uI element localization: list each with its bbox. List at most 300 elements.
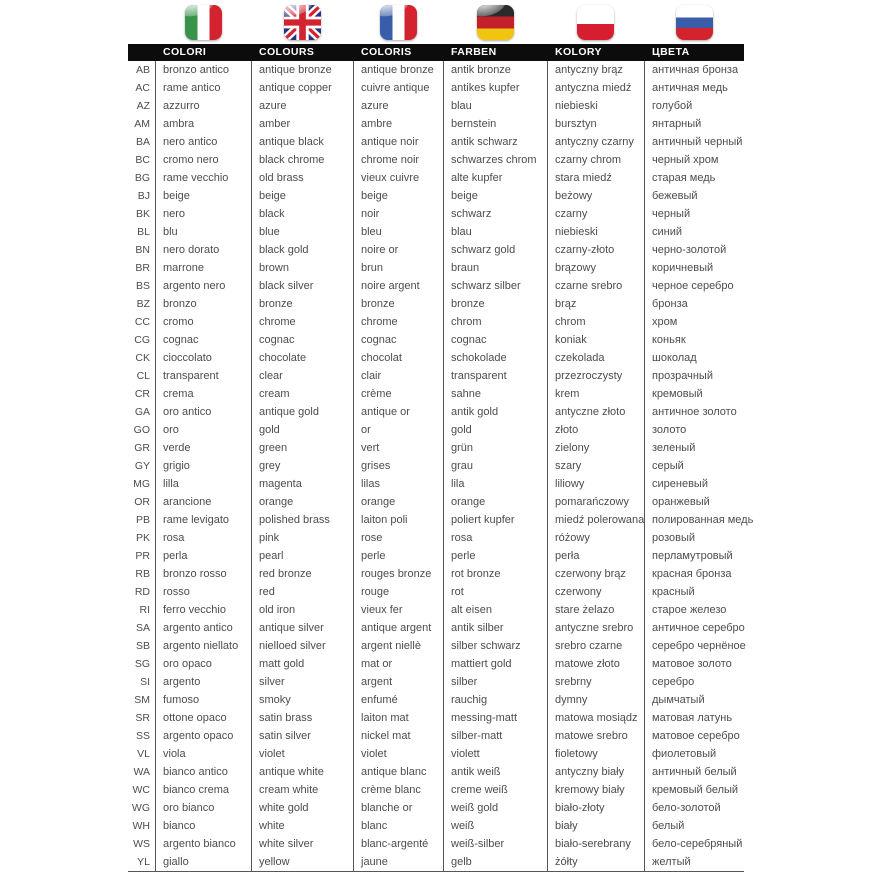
- italian-color-cell: bronzo antico: [155, 61, 251, 79]
- french-color-cell: noire argent: [353, 277, 443, 295]
- code-cell: SM: [134, 694, 150, 706]
- uk-flag-icon: [284, 5, 321, 40]
- polish-color-cell: stare żelazo: [547, 601, 644, 619]
- german-color-cell: alte kupfer: [443, 169, 547, 187]
- german-color-cell: weiß-silber: [443, 835, 547, 853]
- polish-color-cell: czarny: [547, 205, 644, 223]
- polish-color-cell: czarny chrom: [547, 151, 644, 169]
- english-color-cell: bronze: [251, 295, 353, 313]
- russian-color-cell: черно-золотой: [644, 241, 744, 259]
- code-cell: GR: [134, 442, 150, 454]
- russian-color-cell: хром: [644, 313, 744, 331]
- column-header-english: COLOURS: [259, 46, 315, 58]
- french-color-cell: lilas: [353, 475, 443, 493]
- russian-color-cell: старая медь: [644, 169, 744, 187]
- french-color-cell: crème blanc: [353, 781, 443, 799]
- french-color-cell: laiton mat: [353, 709, 443, 727]
- table-row: [128, 223, 744, 241]
- english-color-cell: grey: [251, 457, 353, 475]
- code-cell: BG: [134, 172, 150, 184]
- table-row: [128, 169, 744, 187]
- french-color-cell: chrome: [353, 313, 443, 331]
- italian-color-cell: cromo nero: [155, 151, 251, 169]
- polish-color-cell: srebrny: [547, 673, 644, 691]
- table-row: [128, 421, 744, 439]
- table-row: [128, 313, 744, 331]
- polish-color-cell: antyczna miedź: [547, 79, 644, 97]
- english-color-cell: polished brass: [251, 511, 353, 529]
- russian-color-cell: красная бронза: [644, 565, 744, 583]
- poland-flag-icon: [577, 5, 614, 40]
- russian-color-cell: бело-серебряный: [644, 835, 744, 853]
- polish-color-cell: brązowy: [547, 259, 644, 277]
- code-cell: BA: [135, 136, 150, 148]
- column-header-polish: KOLORY: [555, 46, 602, 58]
- german-color-cell: violett: [443, 745, 547, 763]
- table-row: [128, 61, 744, 79]
- table-row: [128, 349, 744, 367]
- german-color-cell: silber schwarz: [443, 637, 547, 655]
- table-row: [128, 799, 744, 817]
- german-color-cell: schokolade: [443, 349, 547, 367]
- english-color-cell: white silver: [251, 835, 353, 853]
- table-row: [128, 493, 744, 511]
- russian-color-cell: старое железо: [644, 601, 744, 619]
- german-color-cell: gold: [443, 421, 547, 439]
- french-color-cell: noir: [353, 205, 443, 223]
- italian-color-cell: crema: [155, 385, 251, 403]
- polish-color-cell: czerwony: [547, 583, 644, 601]
- code-cell: CG: [134, 334, 150, 346]
- french-color-cell: vieux cuivre: [353, 169, 443, 187]
- table-row: [128, 781, 744, 799]
- polish-color-cell: kremowy biały: [547, 781, 644, 799]
- german-color-cell: rot bronze: [443, 565, 547, 583]
- french-color-cell: bleu: [353, 223, 443, 241]
- russian-color-cell: серебро: [644, 673, 744, 691]
- german-color-cell: rosa: [443, 529, 547, 547]
- italian-color-cell: perla: [155, 547, 251, 565]
- italian-color-cell: beige: [155, 187, 251, 205]
- code-cell: WA: [133, 766, 150, 778]
- german-color-cell: silber-matt: [443, 727, 547, 745]
- polish-color-cell: złoto: [547, 421, 644, 439]
- english-color-cell: cognac: [251, 331, 353, 349]
- polish-color-cell: srebro czarne: [547, 637, 644, 655]
- german-color-cell: schwarz silber: [443, 277, 547, 295]
- table-row: [128, 727, 744, 745]
- french-color-cell: laiton poli: [353, 511, 443, 529]
- russian-color-cell: античное серебро: [644, 619, 744, 637]
- french-color-cell: rose: [353, 529, 443, 547]
- english-color-cell: matt gold: [251, 655, 353, 673]
- french-color-cell: enfumé: [353, 691, 443, 709]
- table-row: [128, 655, 744, 673]
- german-color-cell: lila: [443, 475, 547, 493]
- table-row: [128, 241, 744, 259]
- russian-color-cell: матовое золото: [644, 655, 744, 673]
- french-color-cell: antique or: [353, 403, 443, 421]
- table-row: [128, 835, 744, 853]
- french-color-cell: argent: [353, 673, 443, 691]
- italian-color-cell: bianco antico: [155, 763, 251, 781]
- italian-color-cell: rame antico: [155, 79, 251, 97]
- italian-color-cell: nero antico: [155, 133, 251, 151]
- polish-color-cell: miedź polerowana: [547, 511, 644, 529]
- english-color-cell: white: [251, 817, 353, 835]
- polish-color-cell: czerwony brąz: [547, 565, 644, 583]
- russian-color-cell: полированная медь: [644, 511, 744, 529]
- polish-color-cell: antyczny czarny: [547, 133, 644, 151]
- code-cell: BN: [135, 244, 150, 256]
- english-color-cell: cream white: [251, 781, 353, 799]
- russian-color-cell: античный белый: [644, 763, 744, 781]
- french-color-cell: clair: [353, 367, 443, 385]
- table-row: [128, 673, 744, 691]
- german-color-cell: rot: [443, 583, 547, 601]
- code-cell: PB: [135, 514, 150, 526]
- english-color-cell: azure: [251, 97, 353, 115]
- code-cell: WC: [132, 784, 150, 796]
- code-cell: GY: [134, 460, 150, 472]
- german-color-cell: alt eisen: [443, 601, 547, 619]
- code-cell: WH: [132, 820, 150, 832]
- polish-color-cell: żółty: [547, 853, 644, 871]
- polish-color-cell: szary: [547, 457, 644, 475]
- english-color-cell: antique silver: [251, 619, 353, 637]
- polish-color-cell: zielony: [547, 439, 644, 457]
- german-color-cell: mattiert gold: [443, 655, 547, 673]
- code-cell: CC: [134, 316, 150, 328]
- german-color-cell: braun: [443, 259, 547, 277]
- english-color-cell: silver: [251, 673, 353, 691]
- code-cell: BS: [135, 280, 150, 292]
- french-color-cell: perle: [353, 547, 443, 565]
- table-row: [128, 259, 744, 277]
- table-row: [128, 97, 744, 115]
- italian-color-cell: rame levigato: [155, 511, 251, 529]
- english-color-cell: orange: [251, 493, 353, 511]
- table-row: [128, 637, 744, 655]
- german-color-cell: silber: [443, 673, 547, 691]
- polish-color-cell: fioletowy: [547, 745, 644, 763]
- table-row: [128, 367, 744, 385]
- code-cell: SS: [135, 730, 150, 742]
- italian-color-cell: fumoso: [155, 691, 251, 709]
- polish-color-cell: matowe złoto: [547, 655, 644, 673]
- italian-color-cell: argento antico: [155, 619, 251, 637]
- french-color-cell: antique blanc: [353, 763, 443, 781]
- polish-color-cell: matowa mosiądz: [547, 709, 644, 727]
- german-color-cell: antik gold: [443, 403, 547, 421]
- french-color-cell: azure: [353, 97, 443, 115]
- table-row: [128, 403, 744, 421]
- code-cell: RD: [134, 586, 150, 598]
- russian-color-cell: античное золото: [644, 403, 744, 421]
- german-color-cell: grün: [443, 439, 547, 457]
- code-cell: YL: [137, 856, 150, 868]
- code-cell: SG: [134, 658, 150, 670]
- russian-color-cell: прозрачный: [644, 367, 744, 385]
- german-color-cell: antikes kupfer: [443, 79, 547, 97]
- french-color-cell: jaune: [353, 853, 443, 871]
- italian-color-cell: argento niellato: [155, 637, 251, 655]
- code-cell: AM: [134, 118, 150, 130]
- polish-color-cell: pomarańczowy: [547, 493, 644, 511]
- german-color-cell: antik schwarz: [443, 133, 547, 151]
- english-color-cell: black chrome: [251, 151, 353, 169]
- table-row: [128, 475, 744, 493]
- code-cell: CK: [135, 352, 150, 364]
- french-color-cell: rouges bronze: [353, 565, 443, 583]
- russian-color-cell: кремовый белый: [644, 781, 744, 799]
- italian-color-cell: rosa: [155, 529, 251, 547]
- russian-color-cell: сиреневый: [644, 475, 744, 493]
- english-color-cell: cream: [251, 385, 353, 403]
- french-color-cell: chrome noir: [353, 151, 443, 169]
- italian-color-cell: giallo: [155, 853, 251, 871]
- french-color-cell: argent niellè: [353, 637, 443, 655]
- code-cell: BJ: [137, 190, 150, 202]
- russian-color-cell: желтый: [644, 853, 744, 871]
- german-color-cell: transparent: [443, 367, 547, 385]
- french-color-cell: chocolat: [353, 349, 443, 367]
- code-cell: SI: [140, 676, 150, 688]
- english-color-cell: satin brass: [251, 709, 353, 727]
- english-color-cell: old brass: [251, 169, 353, 187]
- russian-color-cell: черный: [644, 205, 744, 223]
- italian-color-cell: argento opaco: [155, 727, 251, 745]
- english-color-cell: antique copper: [251, 79, 353, 97]
- polish-color-cell: biało-złoty: [547, 799, 644, 817]
- polish-color-cell: bursztyn: [547, 115, 644, 133]
- polish-color-cell: dymny: [547, 691, 644, 709]
- italian-color-cell: rosso: [155, 583, 251, 601]
- english-color-cell: antique bronze: [251, 61, 353, 79]
- polish-color-cell: koniak: [547, 331, 644, 349]
- french-color-cell: vert: [353, 439, 443, 457]
- polish-color-cell: niebieski: [547, 97, 644, 115]
- russian-color-cell: красный: [644, 583, 744, 601]
- english-color-cell: antique gold: [251, 403, 353, 421]
- german-color-cell: creme weiß: [443, 781, 547, 799]
- russia-flag-icon: [676, 5, 713, 40]
- english-color-cell: chocolate: [251, 349, 353, 367]
- france-flag-icon: [380, 5, 417, 40]
- english-color-cell: yellow: [251, 853, 353, 871]
- polish-color-cell: antyczny brąz: [547, 61, 644, 79]
- french-color-cell: beige: [353, 187, 443, 205]
- german-color-cell: bronze: [443, 295, 547, 313]
- french-color-cell: brun: [353, 259, 443, 277]
- polish-color-cell: antyczne złoto: [547, 403, 644, 421]
- russian-color-cell: коньяк: [644, 331, 744, 349]
- russian-color-cell: янтарный: [644, 115, 744, 133]
- italian-color-cell: grigio: [155, 457, 251, 475]
- italian-color-cell: ferro vecchio: [155, 601, 251, 619]
- italian-color-cell: arancione: [155, 493, 251, 511]
- french-color-cell: bronze: [353, 295, 443, 313]
- french-color-cell: antique bronze: [353, 61, 443, 79]
- english-color-cell: magenta: [251, 475, 353, 493]
- code-cell: SA: [135, 622, 150, 634]
- italian-color-cell: bianco crema: [155, 781, 251, 799]
- table-row: [128, 115, 744, 133]
- germany-flag-icon: [477, 5, 514, 40]
- table-row: [128, 205, 744, 223]
- russian-color-cell: кремовый: [644, 385, 744, 403]
- english-color-cell: nielloed silver: [251, 637, 353, 655]
- polish-color-cell: niebieski: [547, 223, 644, 241]
- italian-color-cell: viola: [155, 745, 251, 763]
- english-color-cell: beige: [251, 187, 353, 205]
- german-color-cell: schwarz gold: [443, 241, 547, 259]
- german-color-cell: poliert kupfer: [443, 511, 547, 529]
- code-cell: BK: [135, 208, 150, 220]
- column-header-french: COLORIS: [361, 46, 412, 58]
- code-cell: PK: [135, 532, 150, 544]
- french-color-cell: noire or: [353, 241, 443, 259]
- table-row: [128, 745, 744, 763]
- polish-color-cell: chrom: [547, 313, 644, 331]
- code-cell: WG: [131, 802, 150, 814]
- polish-color-cell: antyczny biały: [547, 763, 644, 781]
- polish-color-cell: czekolada: [547, 349, 644, 367]
- french-color-cell: rouge: [353, 583, 443, 601]
- russian-color-cell: матовая латунь: [644, 709, 744, 727]
- french-color-cell: nickel mat: [353, 727, 443, 745]
- italian-color-cell: lilla: [155, 475, 251, 493]
- code-cell: RB: [135, 568, 150, 580]
- german-color-cell: weiß: [443, 817, 547, 835]
- table-row: [128, 529, 744, 547]
- english-color-cell: violet: [251, 745, 353, 763]
- italian-color-cell: verde: [155, 439, 251, 457]
- table-row: [128, 331, 744, 349]
- polish-color-cell: liliowy: [547, 475, 644, 493]
- russian-color-cell: коричневый: [644, 259, 744, 277]
- italian-color-cell: argento bianco: [155, 835, 251, 853]
- italian-color-cell: bronzo rosso: [155, 565, 251, 583]
- russian-color-cell: перламутровый: [644, 547, 744, 565]
- english-color-cell: red bronze: [251, 565, 353, 583]
- table-row: [128, 691, 744, 709]
- polish-color-cell: różowy: [547, 529, 644, 547]
- german-color-cell: messing-matt: [443, 709, 547, 727]
- table-row: [128, 151, 744, 169]
- russian-color-cell: синий: [644, 223, 744, 241]
- code-cell: MG: [133, 478, 150, 490]
- german-color-cell: perle: [443, 547, 547, 565]
- german-color-cell: schwarzes chrom: [443, 151, 547, 169]
- polish-color-cell: beżowy: [547, 187, 644, 205]
- table-row: [128, 511, 754, 529]
- german-color-cell: bernstein: [443, 115, 547, 133]
- code-cell: AC: [135, 82, 150, 94]
- english-color-cell: black silver: [251, 277, 353, 295]
- code-cell: BZ: [136, 298, 150, 310]
- english-color-cell: satin silver: [251, 727, 353, 745]
- russian-color-cell: золото: [644, 421, 744, 439]
- german-color-cell: antik silber: [443, 619, 547, 637]
- code-cell: CL: [136, 370, 150, 382]
- code-cell: RI: [139, 604, 150, 616]
- russian-color-cell: оранжевый: [644, 493, 744, 511]
- italian-color-cell: azzurro: [155, 97, 251, 115]
- russian-color-cell: шоколад: [644, 349, 744, 367]
- code-cell: WS: [133, 838, 150, 850]
- german-color-cell: rauchig: [443, 691, 547, 709]
- italian-color-cell: bronzo: [155, 295, 251, 313]
- english-color-cell: amber: [251, 115, 353, 133]
- english-color-cell: red: [251, 583, 353, 601]
- code-cell: AZ: [136, 100, 150, 112]
- english-color-cell: white gold: [251, 799, 353, 817]
- french-color-cell: antique noir: [353, 133, 443, 151]
- english-color-cell: blue: [251, 223, 353, 241]
- russian-color-cell: античный черный: [644, 133, 744, 151]
- french-color-cell: grises: [353, 457, 443, 475]
- russian-color-cell: черное серебро: [644, 277, 744, 295]
- code-cell: OR: [134, 496, 150, 508]
- russian-color-cell: бежевый: [644, 187, 744, 205]
- table-row: [128, 583, 744, 601]
- italian-color-cell: nero: [155, 205, 251, 223]
- italian-color-cell: transparent: [155, 367, 251, 385]
- italian-color-cell: oro bianco: [155, 799, 251, 817]
- table-row: [128, 547, 744, 565]
- code-cell: VL: [137, 748, 150, 760]
- english-color-cell: gold: [251, 421, 353, 439]
- german-color-cell: gelb: [443, 853, 547, 871]
- italian-color-cell: ambra: [155, 115, 251, 133]
- column-header-russian: ЦВЕТА: [652, 46, 690, 58]
- italian-color-cell: cioccolato: [155, 349, 251, 367]
- table-row: [128, 79, 744, 97]
- polish-color-cell: brąz: [547, 295, 644, 313]
- german-color-cell: sahne: [443, 385, 547, 403]
- english-color-cell: clear: [251, 367, 353, 385]
- german-color-cell: blau: [443, 223, 547, 241]
- table-row: [128, 133, 744, 151]
- code-cell: SB: [135, 640, 150, 652]
- english-color-cell: old iron: [251, 601, 353, 619]
- color-table-body: [128, 61, 754, 872]
- french-color-cell: violet: [353, 745, 443, 763]
- russian-color-cell: зеленый: [644, 439, 744, 457]
- italian-color-cell: cognac: [155, 331, 251, 349]
- italian-color-cell: rame vecchio: [155, 169, 251, 187]
- russian-color-cell: розовый: [644, 529, 744, 547]
- russian-color-cell: серый: [644, 457, 744, 475]
- code-cell: BL: [137, 226, 150, 238]
- french-color-cell: mat or: [353, 655, 443, 673]
- german-color-cell: antik bronze: [443, 61, 547, 79]
- code-cell: GA: [134, 406, 150, 418]
- table-row: [128, 565, 744, 583]
- english-color-cell: pearl: [251, 547, 353, 565]
- italian-color-cell: argento nero: [155, 277, 251, 295]
- table-row: [128, 385, 744, 403]
- french-color-cell: blanche or: [353, 799, 443, 817]
- italian-color-cell: bianco: [155, 817, 251, 835]
- polish-color-cell: matowe srebro: [547, 727, 644, 745]
- russian-color-cell: белый: [644, 817, 744, 835]
- code-cell: PR: [135, 550, 150, 562]
- code-cell: GO: [133, 424, 150, 436]
- russian-color-cell: античная медь: [644, 79, 744, 97]
- french-color-cell: crème: [353, 385, 443, 403]
